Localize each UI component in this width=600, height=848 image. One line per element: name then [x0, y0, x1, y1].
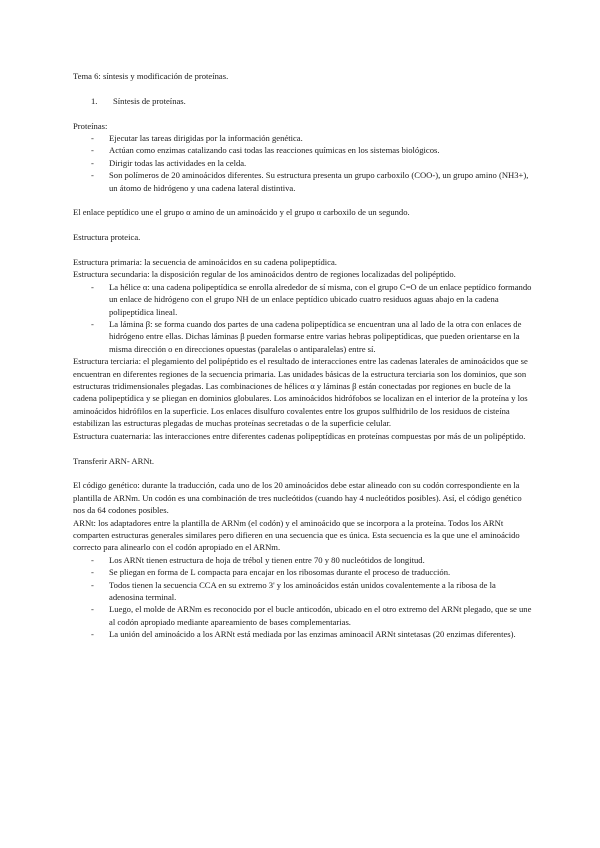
- section-heading-sintesis: [91, 95, 532, 107]
- list-item: - Son polímeros de 20 aminoácidos diferentes. Su estructura presenta un grupo carboxilo (COO-), un grupo amino (NH3+), un átomo de hidrógeno y una cadena lateral distintiva.: [73, 169, 532, 194]
- estructura-heading: Estructura proteica.: [73, 232, 141, 243]
- arnt-list: [73, 554, 532, 641]
- enlace-peptidico-paragraph: El enlace peptídico une el grupo α amino de un aminoácido y el grupo α carboxilo de un segundo.: [73, 207, 410, 218]
- list-item: - Todos tienen la secuencia CCA en su extremo 3' y los aminoácidos están unidos covalentemente a la ribosa de la adenosina terminal.: [73, 579, 532, 604]
- list-item: - Luego, el molde de ARNm es reconocido por el bucle anticodón, ubicado en el otro extremo del ARNt plegado, que se une al codón apropiado mediante apareamiento de bases complementarias.: [73, 603, 532, 628]
- proteinas-list: [73, 132, 532, 194]
- transferir-heading: Transferir ARN- ARNt.: [73, 455, 155, 466]
- arnt-paragraph: ARNt: los adaptadores entre la plantilla de ARNm (el codón) y el aminoácido que se incorpora a la proteína. Todos los ARNt comparten estructuras generales similares pero difieren en una secuencia que es única. Esta secuencia es la que une el aminoácido correcto para alinearlo con el codón apropiado en el ARNm.: [73, 517, 520, 553]
- document-title: Tema 6: síntesis y modificación de proteínas.: [73, 71, 229, 81]
- list-item: - Actúan como enzimas catalizando casi todas las reacciones químicas en los sistemas biológicos.: [73, 144, 532, 156]
- estructura-secundaria-paragraph: Estructura secundaria: la disposición regular de los aminoácidos dentro de regiones localizadas del polipéptido.: [73, 269, 456, 280]
- list-item: - La unión del aminoácido a los ARNt está mediada por las enzimas aminoacil ARNt sintetasas (20 enzimas diferentes).: [73, 628, 532, 640]
- section-label: Síntesis de proteínas.: [113, 95, 186, 106]
- secundaria-list: [73, 281, 532, 355]
- list-item: - La lámina β: se forma cuando dos partes de una cadena polipeptídica se encuentran una al lado de la otra con enlaces de hidrógeno entre ellas. Dichas láminas β pueden formarse entre varias hebras polipeptídicas, que pueden orientarse en la misma dirección o en direcciones opuestas (paralelas o antiparalelas) entre sí.: [73, 318, 532, 355]
- estructura-terciaria-paragraph: Estructura terciaria: el plegamiento del polipéptido es el resultado de interacciones entre las cadenas laterales de aminoácidos que se encuentran en diferentes regiones de la secuencia primaria. Las unidades básicas de la estructura terciaria son los dominios, que son estructuras tridimensionales plegadas. Las combinaciones de hélices α y láminas β están conectadas por regiones en bucle de la cadena polipeptídica y se pliegan en dominios globulares. Los aminoácidos hidrófobos se localizan en el interior de la proteína y los aminoácidos hidrófilos en la superficie. Los enlaces disulfuro covalentes entre los grupos sulfhidrilo de los residuos de cisteína estabilizan las estructuras plegadas de muchas proteínas secretadas o de la superficie celular.: [73, 356, 528, 429]
- proteinas-heading: Proteínas:: [73, 120, 108, 131]
- list-item: - Se pliegan en forma de L compacta para encajar en los ribosomas durante el proceso de traducción.: [73, 566, 532, 578]
- list-item: - Los ARNt tienen estructura de hoja de trébol y tienen entre 70 y 80 nucleótidos de longitud.: [73, 554, 532, 566]
- list-item: - La hélice α: una cadena polipeptídica se enrolla alrededor de sí misma, con el grupo C=O de un enlace peptídico formando un enlace de hidrógeno con el grupo NH de un enlace peptídico ubicado cuatro residuos aguas abajo en la cadena polipeptídica lineal.: [73, 281, 532, 318]
- estructura-primaria-paragraph: Estructura primaria: la secuencia de aminoácidos en su cadena polipeptídica.: [73, 257, 337, 268]
- list-item: - Ejecutar las tareas dirigidas por la información genética.: [73, 132, 532, 144]
- section-number: 1.: [91, 95, 98, 106]
- estructura-cuaternaria-paragraph: Estructura cuaternaria: las interacciones entre diferentes cadenas polipeptídicas en proteínas compuestas por más de un polipéptido.: [73, 430, 526, 441]
- list-item: - Dirigir todas las actividades en la celda.: [73, 157, 532, 169]
- codigo-genetico-paragraph: El código genético: durante la traducción, cada uno de los 20 aminoácidos debe estar alineado con su codón correspondiente en la plantilla de ARNm. Un codón es una combinación de tres nucleótidos (cuando hay 4 nucleótidos posibles). Así, el código genético nos da 64 codones posibles.: [73, 480, 522, 516]
